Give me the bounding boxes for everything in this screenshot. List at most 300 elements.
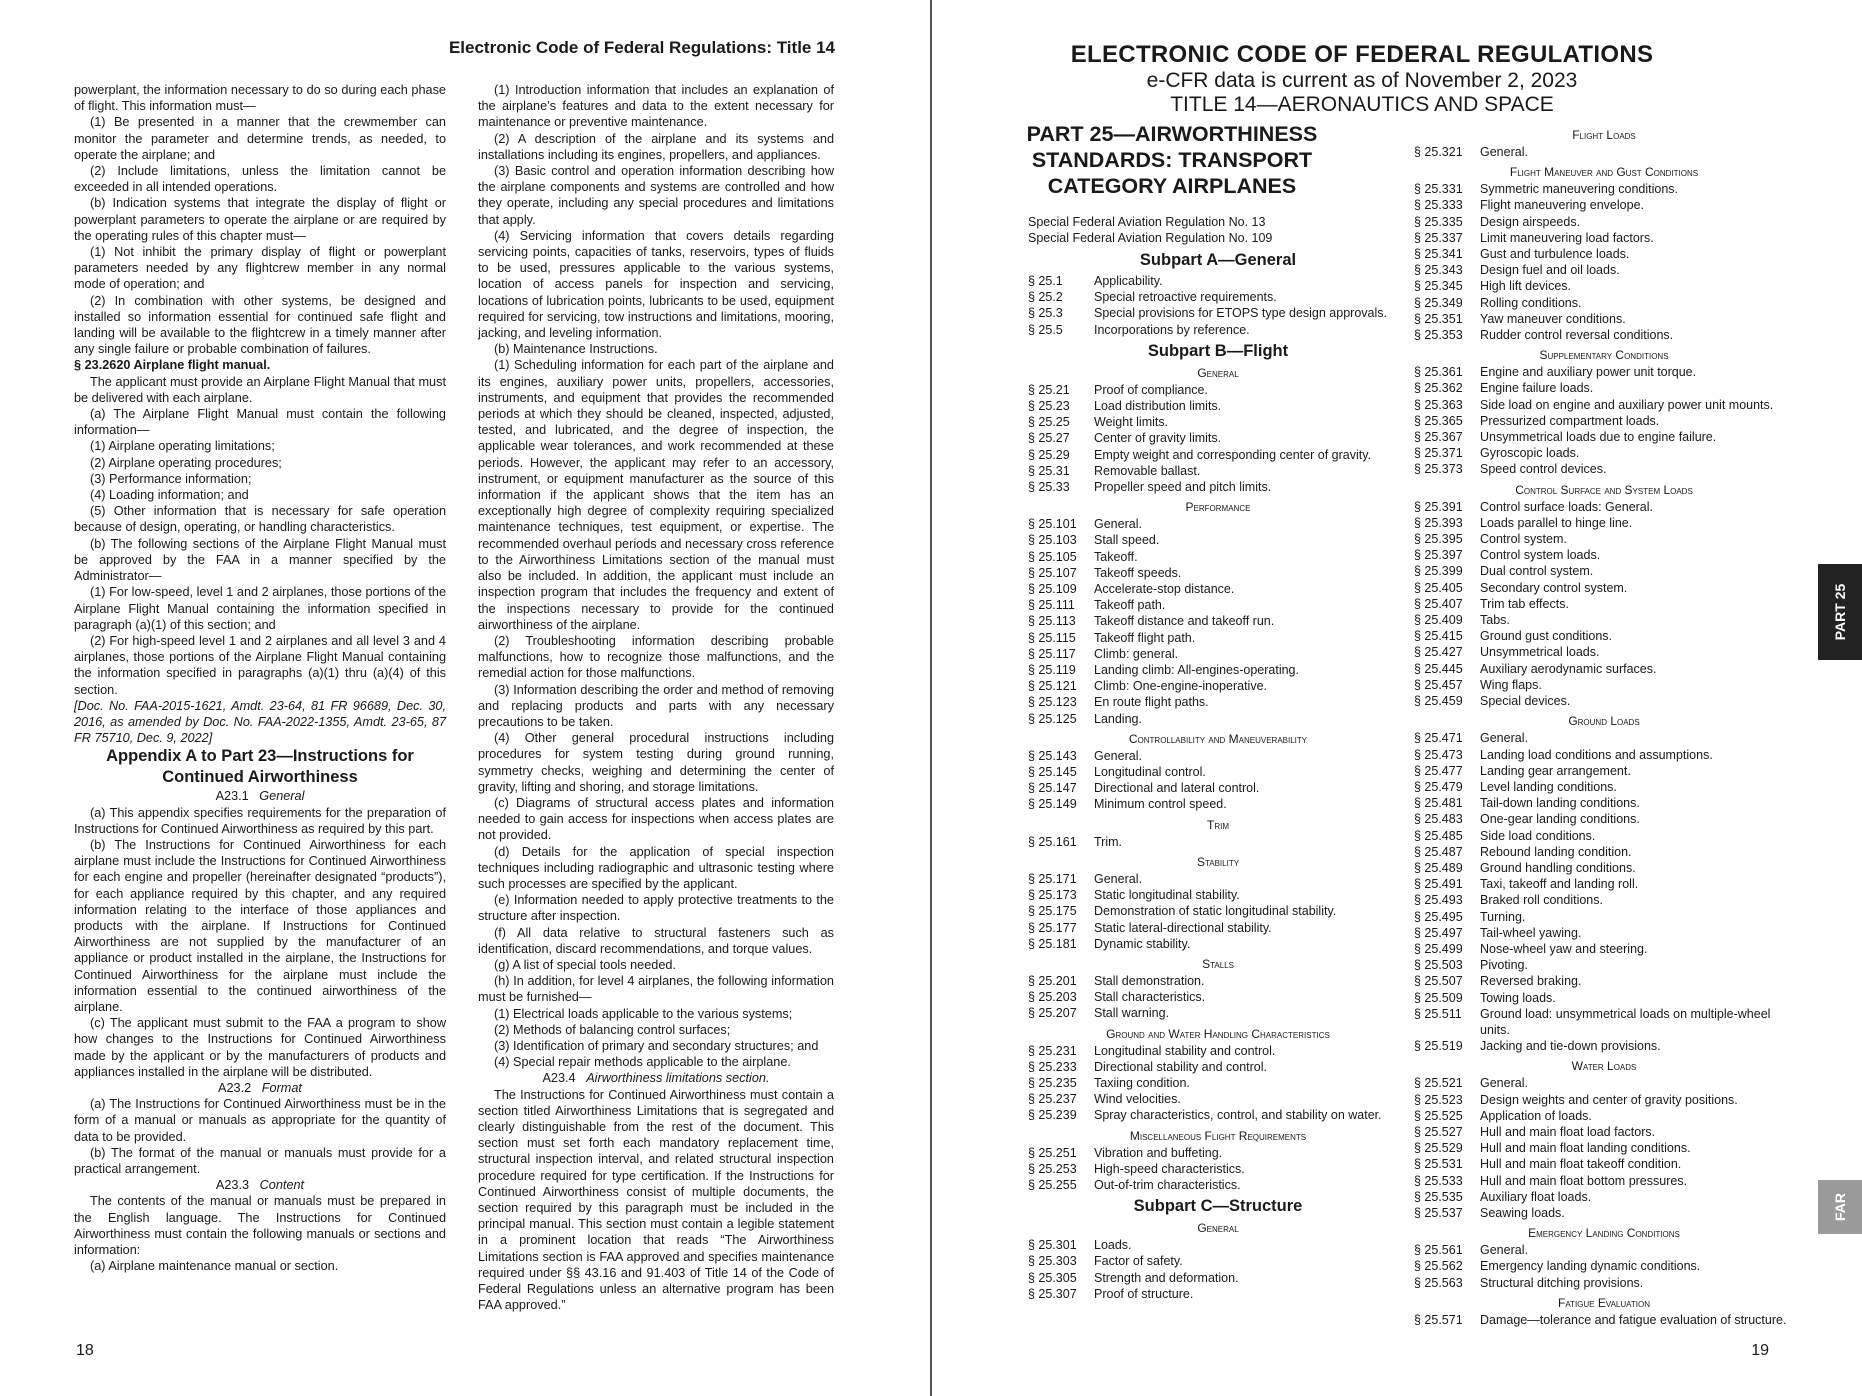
section-title: Landing. [1094, 711, 1142, 726]
toc-entry[interactable] [1414, 445, 1794, 461]
paragraph: The applicant must provide an Airplane Flight Manual that must be delivered with each airplane. [74, 374, 446, 405]
toc-entry[interactable] [1028, 764, 1408, 780]
section-number: § 25.149 [1028, 797, 1077, 812]
section-title: Landing load conditions and assumptions. [1480, 747, 1713, 762]
header-title-14: TITLE 14—AERONAUTICS AND SPACE [1170, 93, 1554, 116]
section-number: § 25.1 [1028, 274, 1063, 288]
section-number: § 25.305 [1028, 1270, 1077, 1285]
toc-group-heading: Flight Maneuver and Gust Conditions [1509, 165, 1699, 180]
toc-entry[interactable] [1028, 646, 1408, 662]
toc-entry[interactable] [1028, 463, 1408, 479]
toc-entry[interactable] [1028, 479, 1408, 495]
toc-entry[interactable] [1414, 693, 1794, 709]
section-title: Longitudinal stability and control. [1094, 1043, 1276, 1058]
toc-entry[interactable] [1414, 278, 1794, 294]
paragraph: (b) The following sections of the Airplane Flight Manual must be approved by the FAA in a manner specified by the Administrator— [74, 536, 446, 584]
tab-label: FAR [1832, 1193, 1848, 1221]
toc-group-heading: Performance [1185, 500, 1251, 515]
toc-entry[interactable] [1028, 597, 1408, 613]
section-number: § 25.509 [1414, 990, 1463, 1005]
toc-entry[interactable] [1028, 1253, 1408, 1269]
paragraph: (b) Maintenance Instructions. [494, 342, 658, 357]
toc-entry[interactable] [1414, 828, 1794, 844]
toc-entry[interactable] [1028, 678, 1408, 694]
section-number: § 25.353 [1414, 328, 1463, 343]
toc-entry[interactable] [1028, 834, 1408, 850]
section-title: Takeoff. [1094, 549, 1138, 564]
section-title: Emergency landing dynamic conditions. [1480, 1259, 1701, 1274]
section-title: Design airspeeds. [1480, 214, 1581, 229]
toc-group-heading: General [1197, 365, 1239, 380]
toc-entry[interactable] [1414, 1108, 1794, 1124]
section-number: § 25.233 [1028, 1059, 1077, 1074]
toc-entry[interactable] [1028, 273, 1408, 289]
paragraph: (1) Not inhibit the primary display of flight or powerplant parameters needed by any flightcrew member in any normal mode of operation; and [74, 245, 446, 292]
section-title: Static lateral-directional stability. [1094, 920, 1272, 935]
section-number: § 25.115 [1028, 630, 1076, 645]
toc-entry[interactable] [1414, 628, 1794, 644]
toc-entry[interactable] [1414, 1275, 1794, 1291]
toc-group-heading: Controllability and Maneuverability [1128, 731, 1308, 746]
section-title: Directional stability and control. [1094, 1059, 1267, 1074]
toc-entry[interactable] [1414, 811, 1794, 827]
paragraph: (3) Information describing the order and method of removing and replacing products and parts with any necessary precautions to be taken. [478, 682, 834, 729]
toc-entry[interactable] [1414, 246, 1794, 262]
section-title: Proof of compliance. [1094, 382, 1208, 397]
section-title: Application of loads. [1480, 1108, 1592, 1123]
toc-entry[interactable] [1028, 711, 1408, 727]
toc-entry[interactable] [1414, 747, 1794, 763]
toc-entry[interactable] [1028, 630, 1408, 646]
section-title: Stall warning. [1094, 1006, 1170, 1021]
section-title: Control surface loads: General. [1480, 499, 1654, 514]
toc-entry[interactable] [1414, 941, 1794, 957]
toc-entry[interactable] [1028, 887, 1408, 903]
toc-entry[interactable] [1414, 677, 1794, 693]
toc-entry[interactable] [1414, 531, 1794, 547]
section-title: Reversed braking. [1480, 974, 1582, 989]
toc-entry[interactable] [1028, 1161, 1408, 1177]
running-head: Electronic Code of Federal Regulations: Title 14 [448, 38, 835, 57]
section-number: § 25.337 [1414, 230, 1463, 245]
section-title: High lift devices. [1480, 279, 1572, 294]
section-title: Flight maneuvering envelope. [1480, 198, 1644, 213]
toc-entry[interactable] [1414, 327, 1794, 343]
toc-entry[interactable] [1414, 990, 1794, 1006]
left-text-column-1 [74, 82, 446, 1274]
toc-entry[interactable] [1028, 398, 1408, 414]
amendment-note: [Doc. No. FAA-2015-1621, Amdt. 23-64, 81 FR 96689, Dec. 30, 2016, as amended by Doc. No. FAA-2022-1355, Amdt. 23-65, 87 FR 75710, Dec. 9, 2022] [74, 698, 446, 746]
section-title: General. [1480, 1076, 1528, 1091]
paragraph: (a) The Instructions for Continued Airworthiness must be in the form of a manual or manuals as appropriate for the quantity of data to be provided. [74, 1097, 446, 1144]
section-number: § 25.101 [1028, 517, 1077, 532]
section-number: § 25.105 [1028, 549, 1077, 564]
paragraph: (4) Servicing information that covers details regarding servicing points, capacities of tanks, reservoirs, types of fluids to be used, pressures applicable to the various systems, location of access panels for inspection and servicing, locations of lubrication points, lubricants to be used, equipment required for servicing, tow instructions and limitations, mooring, jacking, and leveling information. [478, 228, 834, 341]
appendix-subheading-title: Airworthiness limitations section. [586, 1071, 770, 1086]
section-title: Factor of safety. [1094, 1254, 1183, 1269]
appendix-subheading [74, 1080, 446, 1096]
paragraph: (2) Methods of balancing control surfaces; [494, 1022, 731, 1037]
section-title: Limit maneuvering load factors. [1480, 230, 1654, 245]
toc-entry[interactable] [1028, 565, 1408, 581]
section-number: § 25.119 [1028, 663, 1076, 678]
section-title: Ground handling conditions. [1480, 860, 1636, 875]
toc-entry[interactable] [1028, 973, 1408, 989]
paragraph: (2) For high-speed level 1 and 2 airplanes and all level 3 and 4 airplanes, those portions of the Airplane Flight Manual containing the information specified in paragraphs (a)(1) thru (a)(4) of this section. [74, 633, 446, 697]
paragraph: (b) Indication systems that integrate the display of flight or powerplant parameters to operate the airplane or are required by the operating rules of this chapter must— [74, 196, 446, 243]
toc-entry[interactable] [1028, 549, 1408, 565]
section-number: § 25.173 [1028, 888, 1077, 903]
section-title: Dynamic stability. [1094, 936, 1191, 951]
far-thumb-tab[interactable] [1818, 1180, 1862, 1234]
toc-entry[interactable] [1414, 1006, 1794, 1038]
section-title: Takeoff distance and takeoff run. [1094, 614, 1275, 629]
section-number: § 25.471 [1414, 731, 1463, 746]
toc-entry[interactable] [1414, 1075, 1794, 1091]
toc-entry[interactable] [1028, 1237, 1408, 1253]
toc-entry[interactable] [1028, 305, 1408, 321]
section-title: Control system loads. [1480, 548, 1601, 563]
toc-entry[interactable] [1028, 532, 1408, 548]
paragraph: The Instructions for Continued Airworthiness must contain a section titled Airworthiness Limitations that is segregated and clearly distinguishable from the rest of the document. This section must set forth each mandatory replacement time, structural inspection interval, and related structural inspection procedure required for type certification. If the Instructions for Continued Airworthiness consist of multiple documents, the section required by this paragraph must be included in the principal manual. This section must contain a legible statement in a prominent location that reads “The Airworthiness Limitations section is FAA approved and specifies maintenance required under §§ 43.16 and 91.403 of Title 14 of the Code of Federal Regulations unless an alternative program has been FAA approved.” [478, 1087, 834, 1313]
toc-entry[interactable] [1414, 1140, 1794, 1156]
appendix-subheading-number: A23.3 [215, 1178, 250, 1193]
section-title: Takeoff speeds. [1094, 565, 1182, 580]
toc-entry[interactable] [1414, 909, 1794, 925]
section-number: § 25.503 [1414, 958, 1463, 973]
toc-entry[interactable] [1414, 661, 1794, 677]
toc-entry[interactable] [1028, 1091, 1408, 1107]
header-currency: e-CFR data is current as of November 2, 2023 [1146, 69, 1578, 92]
toc-entry[interactable] [1028, 1005, 1408, 1021]
section-title: High-speed characteristics. [1094, 1161, 1245, 1176]
toc-entry[interactable] [1414, 429, 1794, 445]
section-number: § 25.489 [1414, 860, 1463, 875]
toc-entry[interactable] [1414, 563, 1794, 579]
toc-group-heading: Supplementary Conditions [1539, 348, 1669, 363]
subpart-heading: Subpart A—General [1139, 251, 1297, 269]
appendix-subheading-number: A23.2 [218, 1080, 252, 1095]
toc-entry[interactable] [1028, 1177, 1408, 1193]
section-title: Engine failure loads. [1480, 381, 1594, 396]
section-title: Rebound landing condition. [1480, 844, 1632, 859]
paragraph: (4) Special repair methods applicable to the airplane. [494, 1055, 791, 1070]
toc-entry[interactable] [1414, 795, 1794, 811]
page-number-right: 19 [1751, 1342, 1769, 1359]
section-title: Demonstration of static longitudinal stability. [1094, 904, 1337, 919]
section-number: § 25.231 [1028, 1043, 1077, 1058]
toc-entry[interactable] [1414, 311, 1794, 327]
paragraph: (a) This appendix specifies requirements for the preparation of Instructions for Continued Airworthiness as required by this part. [74, 805, 446, 836]
toc-group-heading: Stalls [1202, 956, 1234, 971]
toc-entry[interactable] [1414, 230, 1794, 246]
toc-entry[interactable] [1414, 730, 1794, 746]
right-page [932, 0, 1862, 1396]
section-title: Center of gravity limits. [1094, 431, 1222, 446]
section-number: § 25.487 [1414, 844, 1463, 859]
section-number: § 25.121 [1028, 679, 1077, 694]
toc-entry[interactable] [1028, 1043, 1408, 1059]
toc-entry[interactable] [1028, 662, 1408, 678]
section-number: § 25.363 [1414, 397, 1463, 412]
section-title: General. [1480, 1243, 1528, 1258]
sfar-list [1028, 214, 1272, 246]
page-number-left: 18 [76, 1342, 94, 1359]
toc-entry[interactable] [1414, 144, 1794, 160]
toc-entry[interactable] [1028, 322, 1408, 338]
section-title: Minimum control speed. [1094, 797, 1227, 812]
section-title: Taxi, takeoff and landing roll. [1480, 877, 1639, 892]
toc-entry[interactable] [1028, 1059, 1408, 1075]
toc-entry[interactable] [1028, 780, 1408, 796]
toc-entry[interactable] [1414, 644, 1794, 660]
toc-entry[interactable] [1028, 796, 1408, 812]
section-number: § 25.485 [1414, 828, 1463, 843]
section-title: Pressurized compartment loads. [1480, 413, 1660, 428]
toc-entry[interactable] [1028, 694, 1408, 710]
toc-entry[interactable] [1028, 920, 1408, 936]
toc-entry[interactable] [1414, 380, 1794, 396]
section-number: § 25.561 [1414, 1243, 1463, 1258]
section-title: Hull and main float bottom pressures. [1480, 1173, 1688, 1188]
toc-entry[interactable] [1414, 461, 1794, 477]
section-title: Directional and lateral control. [1094, 781, 1260, 796]
section-number: § 25.23 [1028, 399, 1070, 414]
toc-entry[interactable] [1414, 1258, 1794, 1274]
toc-entry[interactable] [1028, 382, 1408, 398]
section-number: § 25.519 [1414, 1039, 1463, 1054]
toc-entry[interactable] [1414, 1242, 1794, 1258]
toc-entry[interactable] [1028, 903, 1408, 919]
left-text-column-2 [478, 82, 834, 1313]
toc-entry[interactable] [1414, 1312, 1794, 1328]
toc-entry[interactable] [1028, 447, 1408, 463]
paragraph: (a) The Airplane Flight Manual must contain the following information— [74, 407, 446, 438]
appendix-subheading-title: Content [259, 1178, 305, 1193]
section-number: § 25.362 [1414, 381, 1463, 396]
toc-entry[interactable] [1028, 289, 1408, 305]
toc-entry[interactable] [1414, 925, 1794, 941]
toc-entry[interactable] [1414, 957, 1794, 973]
section-number: § 25.365 [1414, 413, 1463, 428]
section-title: Tabs. [1480, 613, 1510, 628]
section-title: Loads parallel to hinge line. [1480, 515, 1633, 530]
subpart-heading: Subpart C—Structure [1133, 1197, 1303, 1216]
toc-entry[interactable] [1028, 936, 1408, 952]
toc-entry[interactable] [1414, 364, 1794, 380]
toc-entry[interactable] [1414, 860, 1794, 876]
section-number: § 25.479 [1414, 779, 1463, 794]
paragraph: (e) Information needed to apply protective treatments to the structure after inspection. [478, 893, 834, 924]
section-number: § 25.399 [1414, 564, 1463, 579]
section-title: Unsymmetrical loads due to engine failure. [1480, 430, 1717, 445]
section-title: Turning. [1480, 909, 1526, 924]
toc-entry[interactable] [1414, 973, 1794, 989]
section-number: § 25.523 [1414, 1092, 1463, 1107]
toc-entry[interactable] [1028, 430, 1408, 446]
paragraph: (5) Other information that is necessary for safe operation because of design, operating, or handling characteristics. [74, 504, 446, 535]
section-number: § 25.507 [1414, 974, 1463, 989]
part-25-thumb-tab[interactable] [1818, 564, 1862, 660]
section-title: Ground load: unsymmetrical loads on multiple-wheel units. [1480, 1006, 1771, 1037]
toc-entry[interactable] [1414, 779, 1794, 795]
section-title: Level landing conditions. [1480, 779, 1617, 794]
toc-entry[interactable] [1028, 1145, 1408, 1161]
section-number: § 25.111 [1028, 598, 1075, 613]
section-title: Auxiliary float loads. [1480, 1189, 1592, 1204]
toc-entry[interactable] [1414, 612, 1794, 628]
paragraph: (3) Performance information; [90, 471, 252, 486]
section-title: Jacking and tie-down provisions. [1480, 1039, 1661, 1054]
section-number: § 25.201 [1028, 973, 1077, 988]
section-title: Proof of structure. [1094, 1286, 1194, 1301]
section-number: § 25.391 [1414, 499, 1463, 514]
toc-entry[interactable] [1414, 844, 1794, 860]
section-number: § 25.109 [1028, 582, 1077, 597]
section-title: Unsymmetrical loads. [1480, 645, 1600, 660]
section-title: Nose-wheel yaw and steering. [1480, 941, 1648, 956]
section-number: § 25.207 [1028, 1006, 1077, 1021]
toc-entry[interactable] [1414, 1205, 1794, 1221]
paragraph: (2) Airplane operating procedures; [90, 455, 282, 470]
section-number: § 25.481 [1414, 796, 1463, 811]
section-number: § 25.491 [1414, 877, 1463, 892]
section-title: Loads. [1094, 1238, 1132, 1253]
toc-entry[interactable] [1028, 613, 1408, 629]
section-title: Out-of-trim characteristics. [1094, 1177, 1241, 1192]
section-title: Taxiing condition. [1094, 1075, 1190, 1090]
paragraph: (g) A list of special tools needed. [494, 957, 676, 972]
toc-entry[interactable] [1028, 1107, 1408, 1123]
toc-entry[interactable] [1414, 397, 1794, 413]
header-title: ELECTRONIC CODE OF FEDERAL REGULATIONS [1070, 41, 1654, 68]
section-title: Vibration and buffeting. [1094, 1145, 1223, 1160]
section-title: Secondary control system. [1480, 580, 1628, 595]
section-number: § 25.335 [1414, 214, 1463, 229]
toc-entry[interactable] [1028, 748, 1408, 764]
paragraph: (1) For low-speed, level 1 and 2 airplanes, those portions of the Airplane Flight Manual containing the information specified in paragraph (a)(1) of this section; and [74, 585, 446, 632]
section-number: § 25.445 [1414, 661, 1463, 676]
section-number: § 25.499 [1414, 941, 1463, 956]
section-title: General. [1480, 731, 1528, 746]
section-title: Load distribution limits. [1094, 399, 1222, 414]
section-number: § 25.255 [1028, 1177, 1077, 1192]
toc-entry[interactable] [1414, 515, 1794, 531]
section-title: Static longitudinal stability. [1094, 888, 1240, 903]
toc-entry[interactable] [1028, 516, 1408, 532]
paragraph: (1) Scheduling information for each part of the airplane and its engines, auxiliary power units, propellers, accessories, instruments, and equipment that provides the recommended periods at which they should be cleaned, inspected, adjusted, tested, and lubricated, and the degree of inspection, the applicable wear tolerances, and work recommended at these periods. However, the applicant may refer to an accessory, instrument, or equipment manufacturer as the source of this information if the applicant shows that the item has an exceptionally high degree of complexity requiring specialized maintenance techniques, test equipment, or expertise. The recommended overhaul periods and necessary cross reference to the Airworthiness Limitations section of the manual must also be included. In addition, the applicant must include an inspection program that includes the frequency and extent of the inspections necessary to provide for the continued airworthiness of the airplane. [478, 358, 834, 632]
appendix-subheading [74, 788, 446, 804]
toc-entry[interactable] [1028, 989, 1408, 1005]
section-title: Trim tab effects. [1480, 596, 1569, 611]
section-title: Control system. [1480, 532, 1567, 547]
section-title: Towing loads. [1480, 990, 1556, 1005]
paragraph: (c) Diagrams of structural access plates and information needed to gain access for inspections when access plates are not provided. [478, 795, 834, 843]
section-title: Rolling conditions. [1480, 295, 1582, 310]
section-number: § 25.562 [1414, 1259, 1463, 1274]
section-number: § 25.527 [1414, 1124, 1463, 1139]
section-number: § 25.407 [1414, 596, 1463, 611]
appendix-subheading [478, 1070, 834, 1086]
section-title: Climb: One-engine-inoperative. [1094, 679, 1268, 694]
section-number: § 25.571 [1414, 1312, 1463, 1327]
paragraph: (1) Be presented in a manner that the crewmember can monitor the parameter and determine trends, as needed, to operate the airplane; and [74, 115, 446, 162]
section-title: Tail-wheel yawing. [1480, 925, 1582, 940]
section-title: Auxiliary aerodynamic surfaces. [1480, 661, 1657, 676]
section-number: § 25.125 [1028, 711, 1077, 726]
section-number: § 25.537 [1414, 1205, 1463, 1220]
toc-entry[interactable] [1414, 876, 1794, 892]
toc-entry[interactable] [1414, 181, 1794, 197]
toc-entry[interactable] [1414, 1173, 1794, 1189]
section-number: § 25.25 [1028, 415, 1070, 430]
toc-entry[interactable] [1028, 871, 1408, 887]
paragraph: (3) Basic control and operation information describing how the airplane components and systems are controlled and how they operate, including any special procedures and limitations that apply. [478, 164, 834, 227]
section-number: § 25.497 [1414, 925, 1463, 940]
toc-entry[interactable] [1414, 197, 1794, 213]
toc-entry[interactable] [1414, 413, 1794, 429]
section-title: Rudder control reversal conditions. [1480, 328, 1674, 343]
toc-entry[interactable] [1414, 547, 1794, 563]
section-number: § 25.253 [1028, 1161, 1077, 1176]
section-title: Special provisions for ETOPS type design approvals. [1094, 306, 1387, 321]
toc-entry[interactable] [1028, 414, 1408, 430]
section-title: Hull and main float load factors. [1480, 1124, 1656, 1139]
toc-entry[interactable] [1414, 214, 1794, 230]
toc-entry[interactable] [1414, 580, 1794, 596]
sfar-item: Special Federal Aviation Regulation No. 109 [1028, 231, 1273, 245]
section-number: § 25.351 [1414, 311, 1463, 326]
toc-entry[interactable] [1028, 1270, 1408, 1286]
toc-entry[interactable] [1414, 763, 1794, 779]
section-number: § 25.175 [1028, 904, 1077, 919]
toc-entry[interactable] [1028, 1075, 1408, 1091]
section-number: § 25.341 [1414, 247, 1463, 262]
section-number: § 25.303 [1028, 1254, 1077, 1269]
appendix-subheading-number: A23.4 [542, 1071, 576, 1086]
toc-entry[interactable] [1414, 499, 1794, 515]
toc-entry[interactable] [1028, 581, 1408, 597]
paragraph: (2) In combination with other systems, be designed and installed so information essential for continued safe flight and landing will be available to the flightcrew in a timely manner after any single failure or probable combination of failures. [74, 293, 446, 357]
section-number: § 25.147 [1028, 781, 1077, 796]
appendix-subheading-number: A23.1 [215, 789, 249, 804]
toc-entry[interactable] [1414, 1092, 1794, 1108]
toc-entry[interactable] [1414, 295, 1794, 311]
section-number: § 25.349 [1414, 295, 1463, 310]
section-title: Stall speed. [1094, 533, 1160, 548]
toc-entry[interactable] [1414, 1038, 1794, 1054]
toc-entry[interactable] [1414, 1124, 1794, 1140]
toc-entry[interactable] [1414, 892, 1794, 908]
toc-entry[interactable] [1414, 262, 1794, 278]
section-number: § 25.251 [1028, 1145, 1077, 1160]
section-number: § 25.321 [1414, 145, 1463, 159]
toc-entry[interactable] [1414, 596, 1794, 612]
section-title: Side load conditions. [1480, 828, 1596, 843]
section-title: Special devices. [1480, 694, 1571, 709]
section-number: § 25.27 [1028, 431, 1070, 446]
section-number: § 25.397 [1414, 548, 1463, 563]
toc-entry[interactable] [1414, 1156, 1794, 1172]
section-number: § 25.483 [1414, 812, 1463, 827]
section-number: § 25.529 [1414, 1141, 1463, 1156]
section-number: § 25.395 [1414, 532, 1463, 547]
toc-entry[interactable] [1414, 1189, 1794, 1205]
section-number: § 25.525 [1414, 1108, 1463, 1123]
section-number: § 25.171 [1028, 871, 1077, 886]
toc-entry[interactable] [1028, 1286, 1408, 1302]
section-title: Empty weight and corresponding center of gravity. [1094, 447, 1371, 462]
